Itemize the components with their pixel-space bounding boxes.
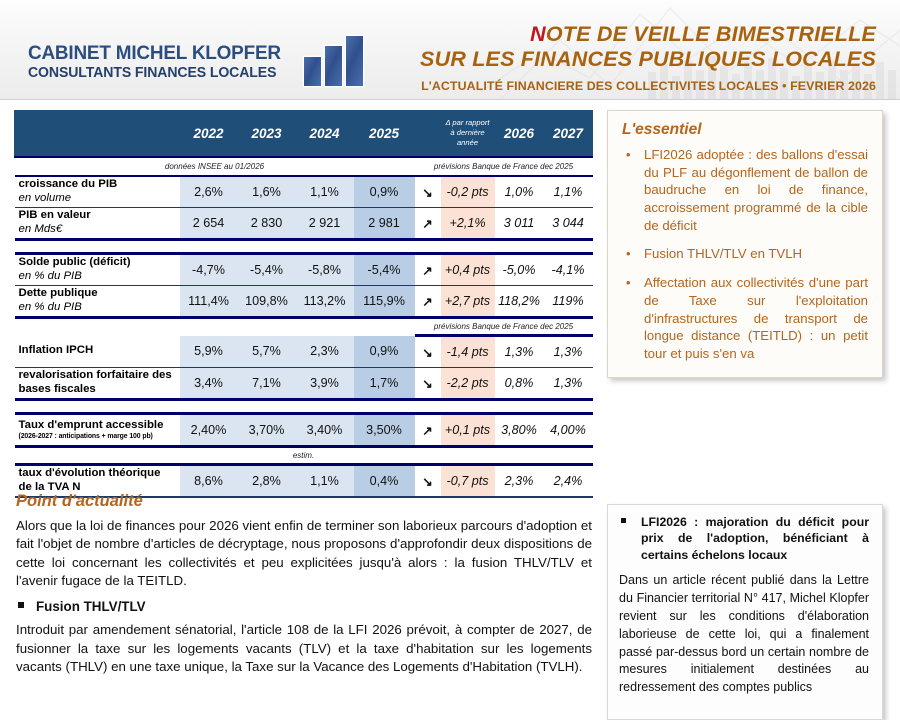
page-header	[0, 0, 900, 100]
trend-arrow-up-icon: ↗	[415, 208, 441, 240]
cell-2025: -5,4%	[354, 254, 415, 286]
cell-2025: 2 981	[354, 208, 415, 240]
row-label-main: Dette publique	[18, 287, 98, 300]
col-header-trend	[415, 110, 441, 157]
macro-indicators-table	[14, 110, 593, 498]
cell-delta: +2,7 pts	[441, 286, 495, 318]
cell-2023: 5,7%	[238, 336, 296, 368]
row-label-pib-valeur	[15, 208, 180, 240]
cell-2023: 7,1%	[238, 368, 296, 400]
cell-2024: 3,9%	[296, 368, 354, 400]
list-item	[620, 274, 868, 362]
essentiel-panel	[607, 110, 883, 378]
cell-delta: +0,1 pts	[441, 414, 495, 447]
publication-title-line2: SUR LES FINANCES PUBLIQUES LOCALES	[420, 46, 876, 71]
cell-2023: 2 830	[238, 208, 296, 240]
essentiel-item-text: LFI2026 adoptée : des ballons d'essai du PLF au dégonflement de ballon de baudruche en loi de finance, accroissement programmé de la cible de déficit	[644, 147, 868, 233]
trend-arrow-down-icon: ↘	[415, 368, 441, 400]
title-line1-rest: OTE DE VEILLE BIMESTRIELLE	[545, 22, 876, 46]
cell-2025: 0,9%	[354, 176, 415, 208]
point-actualite-section	[16, 492, 592, 685]
estim-note: estim.	[15, 447, 593, 465]
trend-arrow-down-icon: ↘	[415, 465, 441, 498]
cell-2026: 2,3%	[495, 465, 544, 498]
cell-2024: 1,1%	[296, 465, 354, 498]
indicators-table-container	[14, 110, 592, 498]
essentiel-item-text: Affectation aux collectivités d'une part de Taxe sur l'exploitation d'infrastructures de transport de longue distance (TEITLD) : un petit tour et puis s'en va	[644, 275, 868, 361]
trend-arrow-down-icon: ↘	[415, 336, 441, 368]
cell-2025: 0,9%	[354, 336, 415, 368]
mid-source-note: prévisions Banque de France dec 2025	[415, 318, 593, 336]
table-body	[15, 157, 593, 497]
publication-title-line1	[420, 22, 876, 47]
cell-2027: 1,3%	[544, 336, 593, 368]
lfi-sidebar-box	[607, 504, 883, 720]
row-label-dette-publique	[15, 286, 180, 318]
col-header-2023: 2023	[238, 110, 296, 157]
row-label-sub: (2026-2027 : anticipations + marge 100 pb)	[18, 432, 153, 440]
row-label-taux-emprunt	[15, 414, 180, 447]
row-label-main: revalorisation forfaitaire des	[18, 369, 172, 382]
row-label-sub: en % du PIB	[18, 301, 82, 313]
row-label-sub: bases fiscales	[18, 383, 96, 395]
cell-2022: 3,4%	[180, 368, 238, 400]
lfi-box-body: Dans un article récent publié dans la Lettre du Financier territorial N° 417, Michel Klopfer revient sur les conditions d'élaboration laborieuse de cette loi, qui a finalement passé par-dessus bord un certain nombre de mesures initialement destinées au redressement des comptes publics	[619, 573, 869, 695]
cell-2027: 1,1%	[544, 176, 593, 208]
subtitle-text: Fusion THLV/TLV	[36, 599, 146, 615]
cell-2025: 115,9%	[354, 286, 415, 318]
source-note-right: prévisions Banque de France dec 2025	[415, 157, 593, 176]
point-actualite-paragraph-1: Alors que la loi de finances pour 2026 vient enfin de terminer son laborieux parcours d'adoption et fait l'objet de nombre d'articles de décryptage, nous proposons d'approfondir deux dispositions de cette loi concernant les collectivités et peu explicitées jusqu'à alors : la fusion THLV/TLV et l'avenir fugace de la TEITLD.	[16, 518, 592, 589]
col-header-2024: 2024	[296, 110, 354, 157]
row-label-main: PIB en valeur	[18, 209, 91, 222]
cell-2023: 2,8%	[238, 465, 296, 498]
point-actualite-subtitle-1	[16, 599, 592, 614]
table-row	[15, 368, 593, 400]
square-bullet-icon	[621, 518, 626, 523]
cell-2027: 119%	[544, 286, 593, 318]
cell-2026: 3 011	[495, 208, 544, 240]
essentiel-list	[620, 146, 868, 363]
lfi-box-title	[619, 514, 869, 563]
cell-2026: 1,0%	[495, 176, 544, 208]
cell-2023: 109,8%	[238, 286, 296, 318]
row-label-inflation-ipch	[15, 336, 180, 368]
cell-2024: 2,3%	[296, 336, 354, 368]
cell-delta: -1,4 pts	[441, 336, 495, 368]
trend-arrow-up-icon: ↗	[415, 254, 441, 286]
trend-arrow-up-icon: ↗	[415, 286, 441, 318]
cell-delta: +0,4 pts	[441, 254, 495, 286]
company-logo	[28, 34, 338, 90]
trend-arrow-down-icon: ↘	[415, 176, 441, 208]
cell-2022: 8,6%	[180, 465, 238, 498]
row-label-main: Taux d'emprunt accessible	[18, 419, 164, 432]
cell-2024: 113,2%	[296, 286, 354, 318]
cell-2026: 1,3%	[495, 336, 544, 368]
mid-source-note-row	[15, 318, 593, 336]
row-label-revalorisation-bases	[15, 368, 180, 400]
delta-header-line1: Δ par rapport	[445, 117, 490, 127]
cell-2023: -5,4%	[238, 254, 296, 286]
table-row	[15, 336, 593, 368]
bar-chart-logo-icon	[303, 37, 338, 87]
cell-2024: 2 921	[296, 208, 354, 240]
point-actualite-paragraph-2: Introduit par amendement sénatorial, l'article 108 de la LFI 2026 prévoit, à compter de 2027, de fusionner la taxe sur les logements vacants (TLV) et la taxe d'habitation sur les logements vacants (THLV) en une taxe unique, la Taxe sur la Vacance des Logements d'Habitation (TVLH).	[16, 622, 592, 675]
cell-delta: +2,1%	[441, 208, 495, 240]
essentiel-title: L'essentiel	[622, 121, 702, 138]
lfi-title-text: LFI2026 : majoration du déficit pour prix de l'adoption, bénéficiant à certains échelons locaux	[641, 515, 869, 562]
cell-2027: 3 044	[544, 208, 593, 240]
cell-2024: 3,40%	[296, 414, 354, 447]
estim-note-row	[15, 447, 593, 465]
row-label-main: Solde public (déficit)	[18, 256, 131, 269]
bullet-icon: •	[626, 275, 631, 291]
publication-subtitle: L'ACTUALITÉ FINANCIERE DES COLLECTIVITES LOCALES • FEVRIER 2026	[421, 79, 876, 94]
cell-2026: 0,8%	[495, 368, 544, 400]
col-header-delta	[441, 110, 495, 157]
col-header-blank	[15, 110, 180, 157]
delta-header-line3: année	[456, 138, 479, 148]
table-row	[15, 414, 593, 447]
table-row	[15, 176, 593, 208]
cell-2022: -4,7%	[180, 254, 238, 286]
cell-2025: 1,7%	[354, 368, 415, 400]
row-label-croissance-pib	[15, 176, 180, 208]
col-header-2022: 2022	[180, 110, 238, 157]
row-label-sub: en % du PIB	[18, 270, 82, 282]
table-row	[15, 254, 593, 286]
cell-2023: 3,70%	[238, 414, 296, 447]
logo-company-tagline: CONSULTANTS FINANCES LOCALES	[28, 64, 277, 81]
row-label-main: taux d'évolution théorique	[18, 467, 161, 480]
essentiel-item-text: Fusion THLV/TLV en TVLH	[644, 246, 803, 262]
cell-2022: 5,9%	[180, 336, 238, 368]
publication-title-block	[420, 22, 876, 93]
square-bullet-icon	[18, 602, 24, 608]
cell-2022: 111,4%	[180, 286, 238, 318]
cell-2027: 4,00%	[544, 414, 593, 447]
row-label-sub: en Mds€	[18, 223, 63, 235]
bullet-icon: •	[626, 246, 631, 262]
cell-2025: 0,4%	[354, 465, 415, 498]
cell-2025: 3,50%	[354, 414, 415, 447]
list-item	[620, 245, 868, 263]
cell-2023: 1,6%	[238, 176, 296, 208]
mid-note-blank	[15, 318, 415, 336]
cell-delta: -0,2 pts	[441, 176, 495, 208]
cell-2024: -5,8%	[296, 254, 354, 286]
delta-header-line2: à dernière	[450, 127, 485, 137]
row-label-solde-public	[15, 254, 180, 286]
trend-arrow-up-icon: ↗	[415, 414, 441, 447]
table-row	[15, 208, 593, 240]
source-note-left: données INSEE au 01/2026	[15, 157, 415, 176]
row-label-sub: en volume	[18, 192, 72, 204]
cell-2026: 118,2%	[495, 286, 544, 318]
col-header-2027: 2027	[544, 110, 593, 157]
row-label-main: croissance du PIB	[18, 178, 118, 191]
col-header-2025: 2025	[354, 110, 415, 157]
table-row	[15, 286, 593, 318]
bullet-icon: •	[626, 147, 631, 162]
table-header-row	[15, 110, 593, 157]
source-note-row	[15, 157, 593, 176]
cell-2027: 1,3%	[544, 368, 593, 400]
group-spacer	[15, 400, 593, 414]
cell-2027: 2,4%	[544, 465, 593, 498]
cell-2027: -4,1%	[544, 254, 593, 286]
cell-2022: 2 654	[180, 208, 238, 240]
point-actualite-title: Point d'actualité	[16, 492, 143, 510]
logo-company-name: CABINET MICHEL KLOPFER	[28, 42, 281, 64]
col-header-2026: 2026	[495, 110, 544, 157]
row-label-sub: de la TVA N	[18, 481, 81, 493]
header-divider	[0, 99, 900, 100]
group-spacer	[15, 240, 593, 254]
cell-2022: 2,40%	[180, 414, 238, 447]
row-label-main: Inflation IPCH	[18, 344, 94, 357]
cell-2022: 2,6%	[180, 176, 238, 208]
cell-delta: -0,7 pts	[441, 465, 495, 498]
cell-2026: -5,0%	[495, 254, 544, 286]
title-initial-letter: N	[530, 22, 546, 46]
cell-2024: 1,1%	[296, 176, 354, 208]
list-item	[620, 146, 868, 234]
cell-delta: -2,2 pts	[441, 368, 495, 400]
cell-2026: 3,80%	[495, 414, 544, 447]
